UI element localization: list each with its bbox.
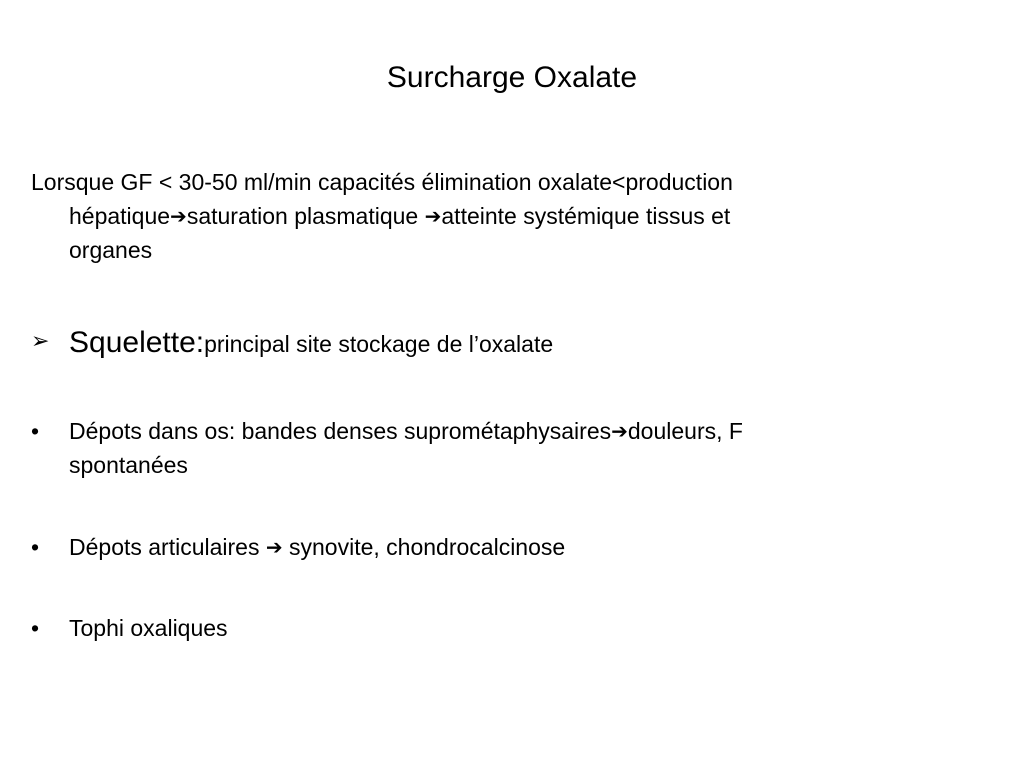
squelette-description: principal site stockage de l’oxalate xyxy=(204,331,554,357)
intro-paragraph xyxy=(31,165,931,267)
bullet-1-line-2: spontanées xyxy=(69,452,188,478)
squelette-text xyxy=(69,322,553,364)
bullet-1-text-a: Dépots dans os: bandes denses suprométaphysaires xyxy=(69,418,612,444)
slide-title: Surcharge Oxalate xyxy=(386,61,638,94)
bullet-item-depots-os xyxy=(31,414,951,482)
bullet-2-text-a: Dépots articulaires xyxy=(69,534,266,560)
bullet-1-line-1 xyxy=(31,414,951,448)
intro-line-3: organes xyxy=(69,237,153,263)
bullet-1-text-b: douleurs, F xyxy=(627,418,743,444)
intro-text-saturation: saturation plasmatique xyxy=(186,203,425,229)
bullet-item-tophi xyxy=(31,611,951,645)
bullet-2-line xyxy=(31,530,951,564)
bullet-item-depots-articulaires xyxy=(31,530,951,564)
arrowhead-bullet-icon: ➢ xyxy=(31,329,50,354)
intro-text-atteinte: atteinte systémique tissus et xyxy=(441,203,731,229)
bullet-dot-icon: • xyxy=(31,418,40,444)
arrow-right-icon: ➔ xyxy=(265,535,283,559)
intro-text-hepatique: hépatique xyxy=(69,203,171,229)
squelette-heading: Squelette: xyxy=(69,326,205,359)
intro-line-2 xyxy=(31,199,931,233)
bullet-2-text-b: synovite, chondrocalcinose xyxy=(282,534,566,560)
bullet-3-line: Tophi oxaliques xyxy=(69,615,228,641)
arrow-right-icon: ➔ xyxy=(424,204,442,228)
intro-line-1: Lorsque GF < 30-50 ml/min capacités élimination oxalate<production xyxy=(31,169,733,195)
bullet-dot-icon: • xyxy=(31,615,40,641)
arrow-right-icon: ➔ xyxy=(170,204,187,228)
bullet-dot-icon: • xyxy=(31,534,40,560)
arrow-right-icon: ➔ xyxy=(611,419,628,443)
